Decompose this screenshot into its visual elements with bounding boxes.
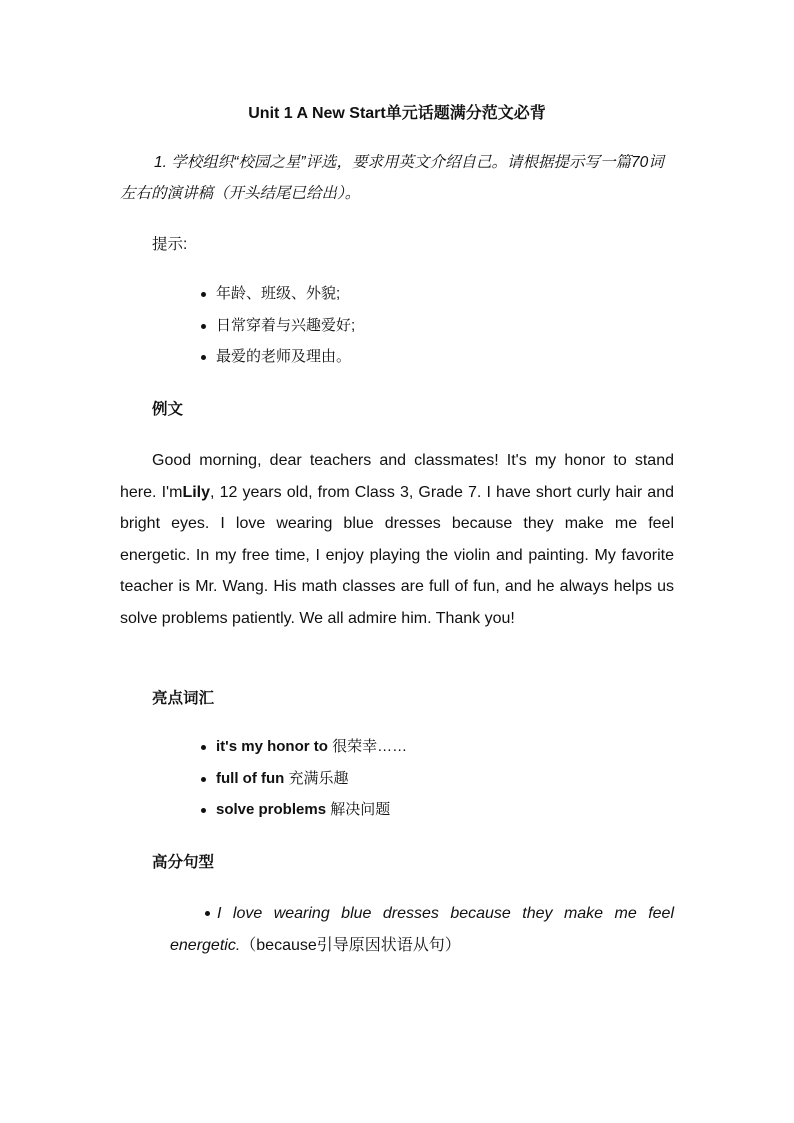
bullet-icon: [201, 777, 206, 782]
example-heading: 例文: [152, 401, 184, 418]
vocab-meaning: 很荣幸……: [327, 738, 408, 755]
vocab-item: [200, 769, 407, 801]
essay-text-after-name: , 12 years old, from Class 3, Grade 7. I have short curly hair and bright eyes. I love wearing blue dresses because they make me feel energetic. In my free time, I enjoy playing the violin and painting. My favorite teacher is Mr. Wang. His math classes are full of fun, and he always helps us solve problems patiently. We all admire him. Thank you!: [120, 483, 674, 627]
bullet-icon: [201, 745, 206, 750]
vocab-item: [200, 800, 407, 832]
essay-text-before-name: Good morning, dear teachers and classmates! It's my honor to stand here. I'm: [120, 452, 674, 501]
hints-heading: 提示:: [152, 236, 188, 253]
example-essay: [120, 445, 674, 634]
bullet-icon: [201, 324, 206, 329]
hint-text: 最爱的老师及理由。: [216, 348, 352, 365]
document-title: Unit 1 A New Start单元话题满分范文必背: [248, 105, 546, 122]
vocab-item: [200, 737, 407, 769]
vocab-heading: 亮点词汇: [152, 690, 215, 707]
vocab-meaning: 充满乐趣: [284, 769, 349, 787]
vocab-phrase: solve problems: [216, 801, 327, 818]
vocab-phrase: it's my honor to: [216, 738, 328, 755]
key-sentence-english: I love wearing blue dresses because they make me feel energetic.: [170, 905, 674, 954]
task-prompt: 1. 学校组织“校园之星”评选，要求用英文介绍自己。请根据提示写一篇70词左右的演讲稿（开头结尾已给出）。: [120, 154, 664, 202]
hint-item: [200, 316, 355, 348]
sentences-heading: 高分句型: [152, 854, 215, 871]
vocab-phrase: full of fun: [216, 769, 285, 787]
bullet-icon: [205, 911, 210, 916]
hint-item: [200, 284, 355, 316]
hint-item: [200, 347, 355, 379]
vocab-meaning: 解决问题: [326, 801, 391, 818]
key-sentence-item: [170, 898, 674, 962]
bullet-icon: [201, 808, 206, 813]
key-sentence-note: （because引导原因状语从句）: [240, 937, 461, 954]
bullet-icon: [201, 292, 206, 297]
hints-list: [200, 284, 355, 379]
vocab-list: [200, 737, 407, 832]
hint-text: 日常穿着与兴趣爱好;: [216, 316, 356, 334]
bullet-icon: [201, 355, 206, 360]
hint-text: 年龄、班级、外貌;: [216, 285, 341, 302]
essay-name: Lily: [182, 483, 210, 501]
